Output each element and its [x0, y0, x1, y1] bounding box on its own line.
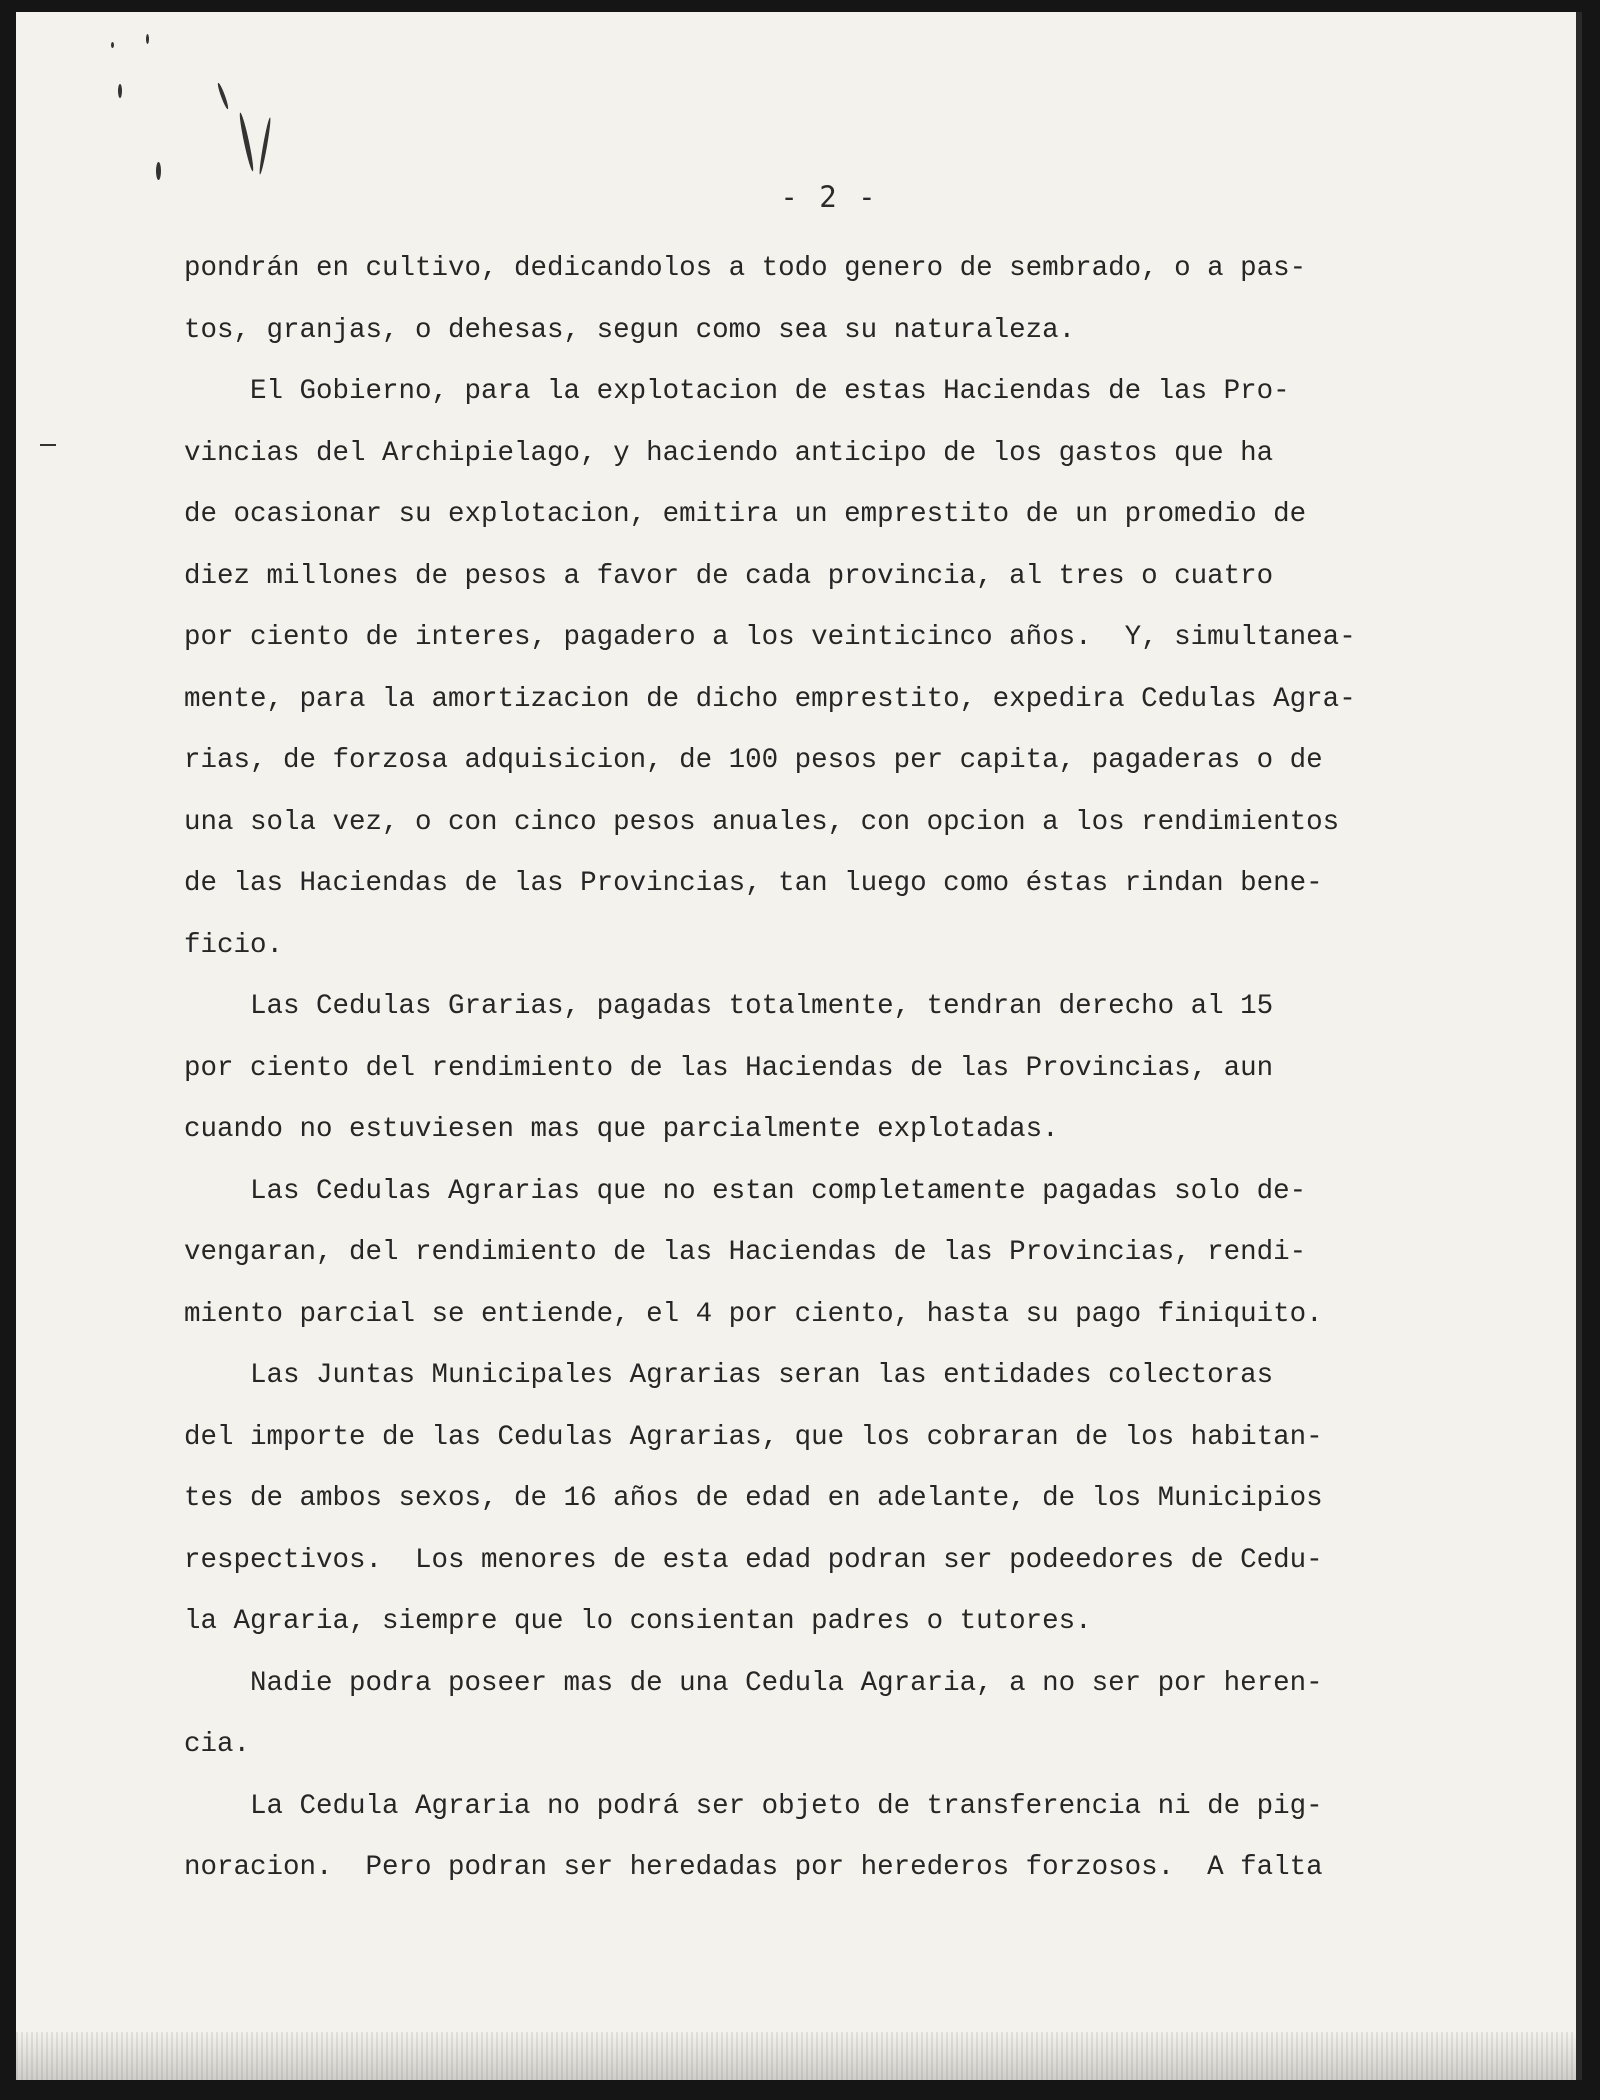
- scan-mark: [156, 162, 161, 180]
- text-line: miento parcial se entiende, el 4 por ciento, hasta su pago finiquito.: [184, 1298, 1323, 1330]
- text-line: Nadie podra poseer mas de una Cedula Agraria, a no ser por heren-: [184, 1667, 1323, 1699]
- text-line: cuando no estuviesen mas que parcialmente explotadas.: [184, 1114, 1059, 1145]
- text-line: rias, de forzosa adquisicion, de 100 pesos per capita, pagaderas o de: [184, 745, 1323, 776]
- text-line: El Gobierno, para la explotacion de estas Haciendas de las Pro-: [184, 376, 1290, 407]
- body-text: [184, 238, 1524, 1899]
- text-line: la Agraria, siempre que lo consientan padres o tutores.: [184, 1606, 1092, 1637]
- page-number: - 2 -: [780, 180, 878, 214]
- text-line: de las Haciendas de las Provincias, tan luego como éstas rindan bene-: [184, 868, 1323, 899]
- text-line: tos, granjas, o dehesas, segun como sea su naturaleza.: [184, 314, 1076, 346]
- scan-grain: [16, 2032, 1582, 2080]
- text-line: del importe de las Cedulas Agrarias, que los cobraran de los habitan-: [184, 1421, 1323, 1453]
- text-line: Las Cedulas Agrarias que no estan completamente pagadas solo de-: [184, 1175, 1307, 1207]
- text-line: noracion. Pero podran ser heredadas por herederos forzosos. A falta: [184, 1852, 1323, 1883]
- text-line: vincias del Archipielago, y haciendo anticipo de los gastos que ha: [184, 437, 1274, 469]
- scan-mark: [258, 117, 272, 175]
- scan-mark: [111, 42, 114, 48]
- document-page: [16, 12, 1582, 2080]
- text-line: vengaran, del rendimiento de las Haciendas de las Provincias, rendi-: [184, 1237, 1307, 1268]
- text-line: tes de ambos sexos, de 16 años de edad en adelante, de los Municipios: [184, 1483, 1323, 1514]
- scan-mark: [238, 112, 255, 172]
- text-line: cia.: [184, 1729, 251, 1760]
- scan-mark: [118, 84, 122, 98]
- text-line: diez millones de pesos a favor de cada provincia, al tres o cuatro: [184, 560, 1274, 592]
- scan-mark: [216, 82, 229, 110]
- text-line: una sola vez, o con cinco pesos anuales, con opcion a los rendimientos: [184, 806, 1340, 838]
- scan-mark: [146, 34, 149, 44]
- text-line: mente, para la amortizacion de dicho emprestito, expedira Cedulas Agra-: [184, 683, 1356, 715]
- scan-mark: [40, 444, 56, 446]
- page-edge: [1576, 12, 1582, 2080]
- text-line: respectivos. Los menores de esta edad podran ser podeedores de Cedu-: [184, 1544, 1323, 1576]
- text-line: por ciento del rendimiento de las Haciendas de las Provincias, aun: [184, 1052, 1274, 1084]
- text-line: Las Cedulas Grarias, pagadas totalmente, tendran derecho al 15: [184, 991, 1274, 1022]
- text-line: pondrán en cultivo, dedicandolos a todo genero de sembrado, o a pas-: [184, 253, 1307, 284]
- text-line: Las Juntas Municipales Agrarias seran las entidades colectoras: [184, 1360, 1274, 1391]
- text-line: La Cedula Agraria no podrá ser objeto de transferencia ni de pig-: [184, 1790, 1323, 1822]
- text-line: de ocasionar su explotacion, emitira un emprestito de un promedio de: [184, 499, 1307, 530]
- text-line: por ciento de interes, pagadero a los veinticinco años. Y, simultanea-: [184, 622, 1356, 653]
- text-line: ficio.: [184, 929, 284, 961]
